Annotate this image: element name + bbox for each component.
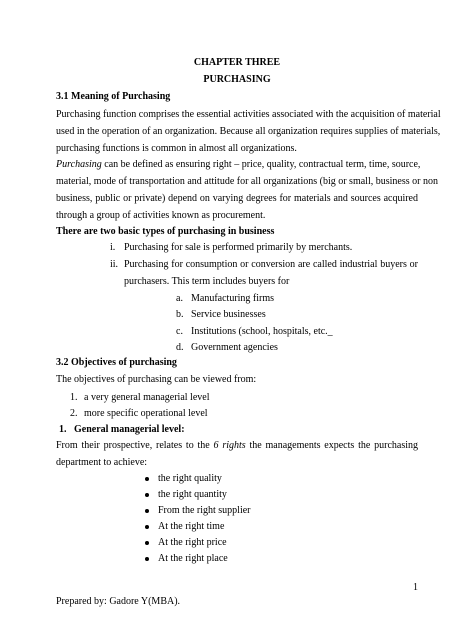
- buyer-a-marker: a.: [176, 293, 183, 304]
- bullet-icon: [145, 493, 149, 497]
- buyer-b-text: Service businesses: [191, 309, 266, 320]
- bullet-icon: [145, 541, 149, 545]
- rights-para-line2: department to achieve:: [56, 457, 148, 468]
- level-1-text: a very general managerial level: [84, 392, 210, 403]
- type-i-marker: i.: [110, 242, 116, 253]
- objectives-intro: The objectives of purchasing can be viewed from:: [56, 374, 257, 385]
- right-item: the right quality: [158, 473, 222, 484]
- right-item: At the right price: [158, 537, 227, 548]
- para2-line2: material, mode of transportation and attitude for all organizations (big or small, business or non: [56, 176, 438, 187]
- chapter-title: PURCHASING: [203, 74, 271, 85]
- para1-line2: used in the operation of an organization. Because all organization requires supplies of materials,: [56, 126, 441, 137]
- bullet-icon: [145, 525, 149, 529]
- buyer-b-marker: b.: [176, 309, 184, 320]
- buyer-d-marker: d.: [176, 342, 184, 353]
- para2-line3: business, public or private) depend on varying degrees for materials and sources acquired: [56, 193, 418, 204]
- sub-heading: General managerial level:: [74, 424, 185, 435]
- rights-para-line1: [56, 440, 418, 452]
- bullet-icon: [145, 477, 149, 481]
- buyer-c-text: Institutions (school, hospitals, etc._: [191, 326, 333, 337]
- page-number: 1: [413, 582, 418, 593]
- level-2-text: more specific operational level: [84, 408, 208, 419]
- para1-line1: Purchasing function comprises the essential activities associated with the acquisition of material: [56, 109, 441, 120]
- right-item: the right quantity: [158, 489, 227, 500]
- purchasing-term: Purchasing: [56, 159, 102, 170]
- six-rights-term: 6 rights: [213, 440, 246, 451]
- right-item: From the right supplier: [158, 505, 251, 516]
- para2-line1: [56, 159, 421, 171]
- type-ii-marker: ii.: [110, 259, 119, 270]
- rights-para-end: the managements expects the purchasing: [245, 440, 419, 451]
- right-item: At the right place: [158, 553, 228, 564]
- type-i-text: Purchasing for sale is performed primarily by merchants.: [124, 242, 353, 253]
- rights-para-start: From their prospective, relates to the: [56, 440, 214, 451]
- section-3-1-heading: 3.1 Meaning of Purchasing: [56, 91, 171, 102]
- level-2-marker: 2.: [70, 408, 78, 419]
- section-3-2-heading: 3.2 Objectives of purchasing: [56, 357, 177, 368]
- chapter-heading: CHAPTER THREE: [193, 57, 281, 68]
- para2-line1-rest: can be defined as ensuring right – price, quality, contractual term, time, source,: [101, 159, 421, 170]
- right-item: At the right time: [158, 521, 225, 532]
- level-1-marker: 1.: [70, 392, 78, 403]
- type-ii-line2: purchasers. This term includes buyers for: [124, 276, 290, 287]
- type-ii-line1: Purchasing for consumption or conversion are called industrial buyers or: [124, 259, 418, 270]
- bullet-icon: [145, 509, 149, 513]
- buyer-c-marker: c.: [176, 326, 183, 337]
- para2-line4: through a group of activities known as procurement.: [56, 210, 266, 221]
- buyer-d-text: Government agencies: [191, 342, 278, 353]
- types-heading: There are two basic types of purchasing in business: [56, 226, 275, 237]
- footer-prepared-by: Prepared by: Gadore Y(MBA).: [56, 596, 181, 607]
- para1-line3: purchasing functions is common in almost all organizations.: [56, 143, 297, 154]
- buyer-a-text: Manufacturing firms: [191, 293, 275, 304]
- sub-heading-marker: 1.: [59, 424, 67, 435]
- bullet-icon: [145, 557, 149, 561]
